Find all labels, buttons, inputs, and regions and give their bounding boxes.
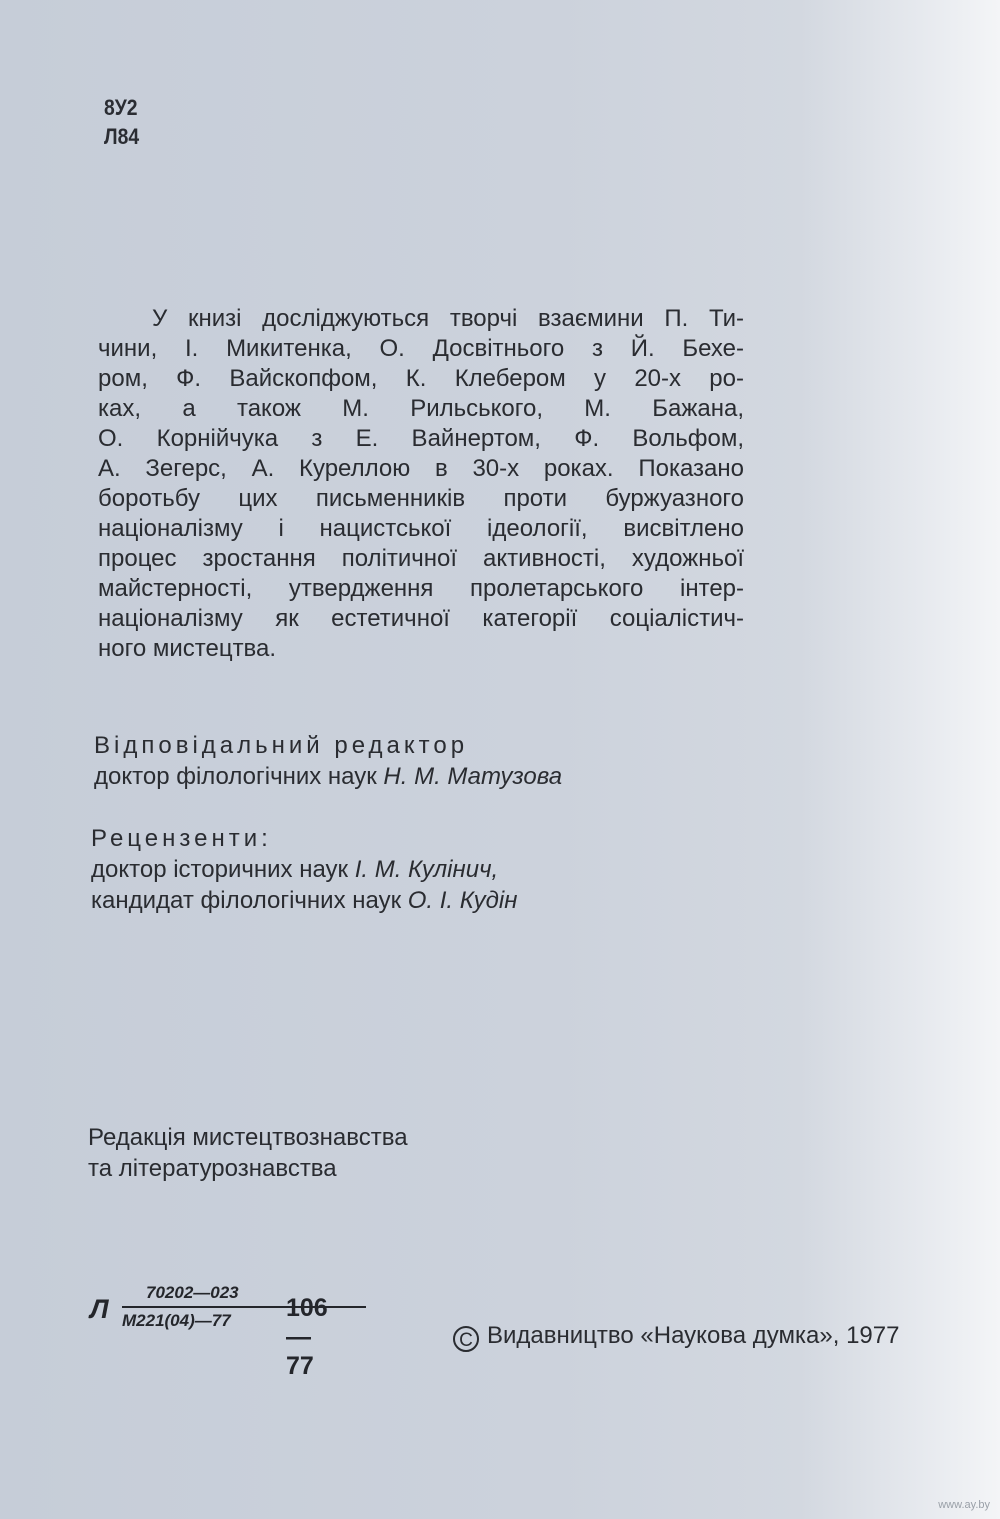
reviewer-line: [91, 885, 517, 916]
edition-line-2: та літературознавства: [88, 1155, 337, 1182]
abstract-line: О. Корнійчука з Е. Вайнертом, Ф. Вольфом,: [98, 425, 744, 452]
abstract-line: У книзі досліджуються творчі взаємини П. Ти-: [152, 305, 744, 332]
editor-heading: Відповідальний редактор: [94, 732, 469, 759]
abstract-line: ного мистецтва.: [98, 635, 277, 662]
reviewer-name: О. І. Кудін: [407, 887, 518, 914]
reviewer-degree: доктор історичних наук: [91, 856, 349, 883]
abstract-line: ром, Ф. Вайскопфом, К. Клебером у 20-х ро-: [98, 365, 744, 392]
edition-line-1: Редакція мистецтвознавства: [88, 1124, 408, 1151]
abstract-line: націоналізму як естетичної категорії соціалістич-: [98, 605, 744, 632]
reviewer-name: І. М. Кулінич: [354, 856, 492, 883]
imprint-number: 106—77: [286, 1294, 328, 1380]
reviewer-degree: кандидат філологічних наук: [91, 887, 402, 914]
responsible-editor: [94, 730, 562, 792]
reviewer-separator: ,: [491, 856, 499, 883]
bbk-code: 8У2: [104, 95, 138, 120]
fraction-rule: [122, 1306, 366, 1308]
abstract-line: А. Зегерс, А. Куреллою в 30-х роках. Показано: [98, 455, 744, 482]
editor-name: Н. М. Матузова: [383, 763, 563, 790]
imprint-numerator: 70202—023: [146, 1283, 239, 1302]
abstract-line: чини, І. Микитенка, О. Досвітнього з Й. Бехе-: [98, 335, 744, 362]
copyright-icon: C: [453, 1326, 479, 1352]
abstract-line: боротьбу цих письменників проти буржуазного: [98, 485, 744, 512]
author-mark: Л84: [104, 124, 140, 149]
classification-codes: [104, 93, 139, 151]
reviewer-line: [91, 854, 517, 885]
abstract-line: націоналізму і нацистської ідеології, висвітлено: [98, 515, 744, 542]
abstract-line: процес зростання політичної активності, художньої: [98, 545, 744, 572]
copyright-line: [453, 1322, 899, 1352]
abstract-line: ках, а також М. Рильського, М. Бажана,: [98, 395, 744, 422]
site-watermark: www.ay.by: [938, 1499, 990, 1511]
editor-line: [94, 761, 562, 792]
reviewers-heading: Рецензенти:: [91, 825, 272, 852]
abstract-paragraph: [98, 304, 744, 664]
reviewers: [91, 823, 517, 916]
abstract-line: майстерності, утвердження пролетарського інтер-: [98, 575, 744, 602]
imprint-letter: Л: [90, 1294, 109, 1324]
imprint-denominator: М221(04)—77: [122, 1311, 231, 1330]
copyright-text: Видавництво «Наукова думка», 1977: [487, 1322, 900, 1349]
editor-degree: доктор філологічних наук: [94, 763, 377, 790]
edition-office: [88, 1122, 408, 1184]
